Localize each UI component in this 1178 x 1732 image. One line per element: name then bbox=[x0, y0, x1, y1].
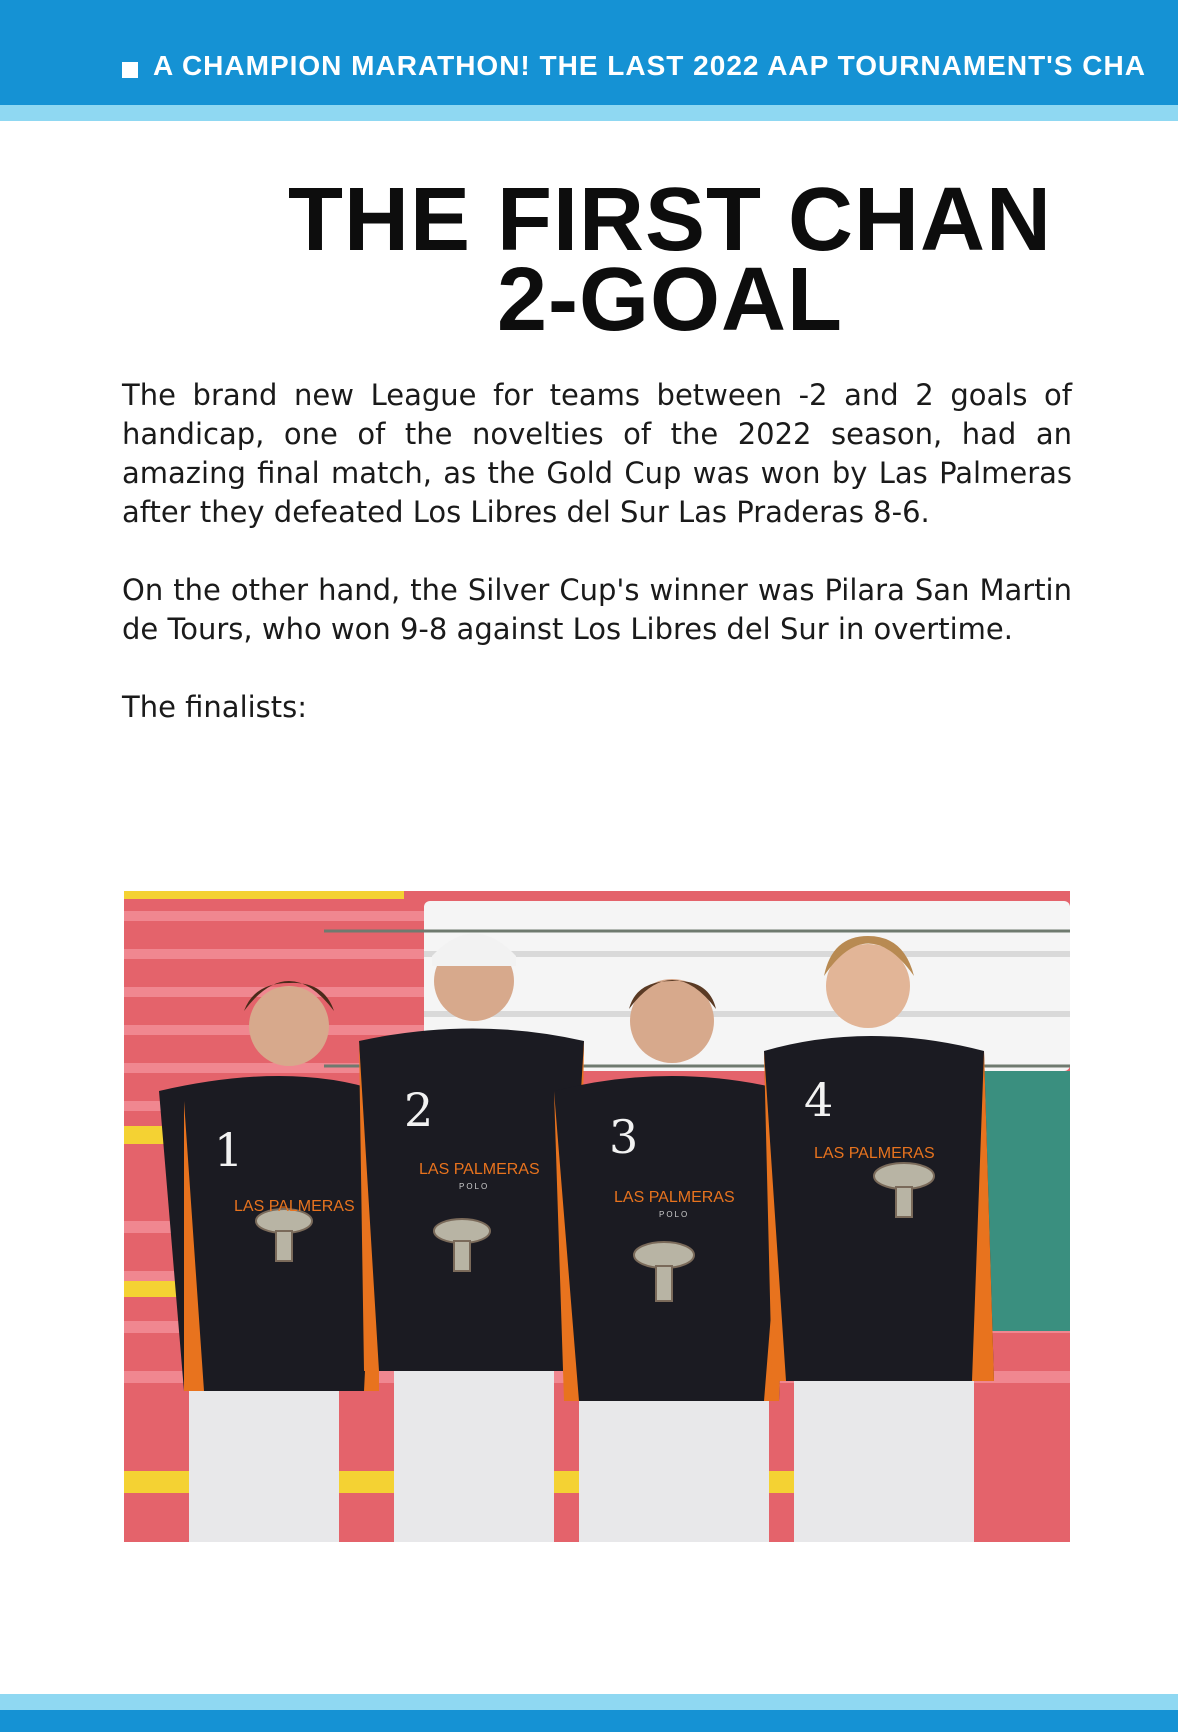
header-banner-text: A CHAMPION MARATHON! THE LAST 2022 AAP TOURNAMENT'S CHA bbox=[153, 50, 1146, 81]
bottom-banner bbox=[0, 1710, 1178, 1732]
jersey-sublabel: POLO bbox=[659, 1210, 690, 1219]
paragraph-finalists: The finalists: bbox=[122, 690, 308, 724]
article-title bbox=[0, 170, 1178, 350]
jersey-number-2: 2 bbox=[404, 1083, 434, 1137]
top-banner-stripe bbox=[0, 105, 1178, 121]
bottom-banner-stripe bbox=[0, 1694, 1178, 1710]
jersey-label: LAS PALMERAS bbox=[814, 1145, 935, 1162]
jersey-number-3: 3 bbox=[609, 1110, 639, 1164]
jersey-number-4: 4 bbox=[804, 1073, 834, 1127]
jersey-label: LAS PALMERAS bbox=[234, 1198, 355, 1215]
jersey-number-1: 1 bbox=[214, 1123, 244, 1177]
paragraph-silver-cup: On the other hand, the Silver Cup's winner was Pilara San Martin de Tours, who won 9-8 against Los Libres del Sur in overtime. bbox=[122, 573, 1072, 646]
square-bullet-icon bbox=[122, 62, 138, 78]
paragraph-gold-cup: The brand new League for teams between -2 and 2 goals of handicap, one of the novelties of the 2022 season, had an amazing final match, as the Gold Cup was won by Las Palmeras after they defeated Los Libres del Sur Las Praderas 8-6. bbox=[122, 378, 1072, 529]
article-body bbox=[122, 376, 1072, 766]
team-photo bbox=[124, 891, 1070, 1542]
title-line-2: 2-GOAL bbox=[496, 250, 843, 350]
jersey-label: LAS PALMERAS bbox=[614, 1189, 735, 1206]
jersey-label: LAS PALMERAS bbox=[419, 1161, 540, 1178]
jersey-sublabel: POLO bbox=[459, 1182, 490, 1191]
title-line-1: THE FIRST CHAN bbox=[288, 170, 1052, 270]
